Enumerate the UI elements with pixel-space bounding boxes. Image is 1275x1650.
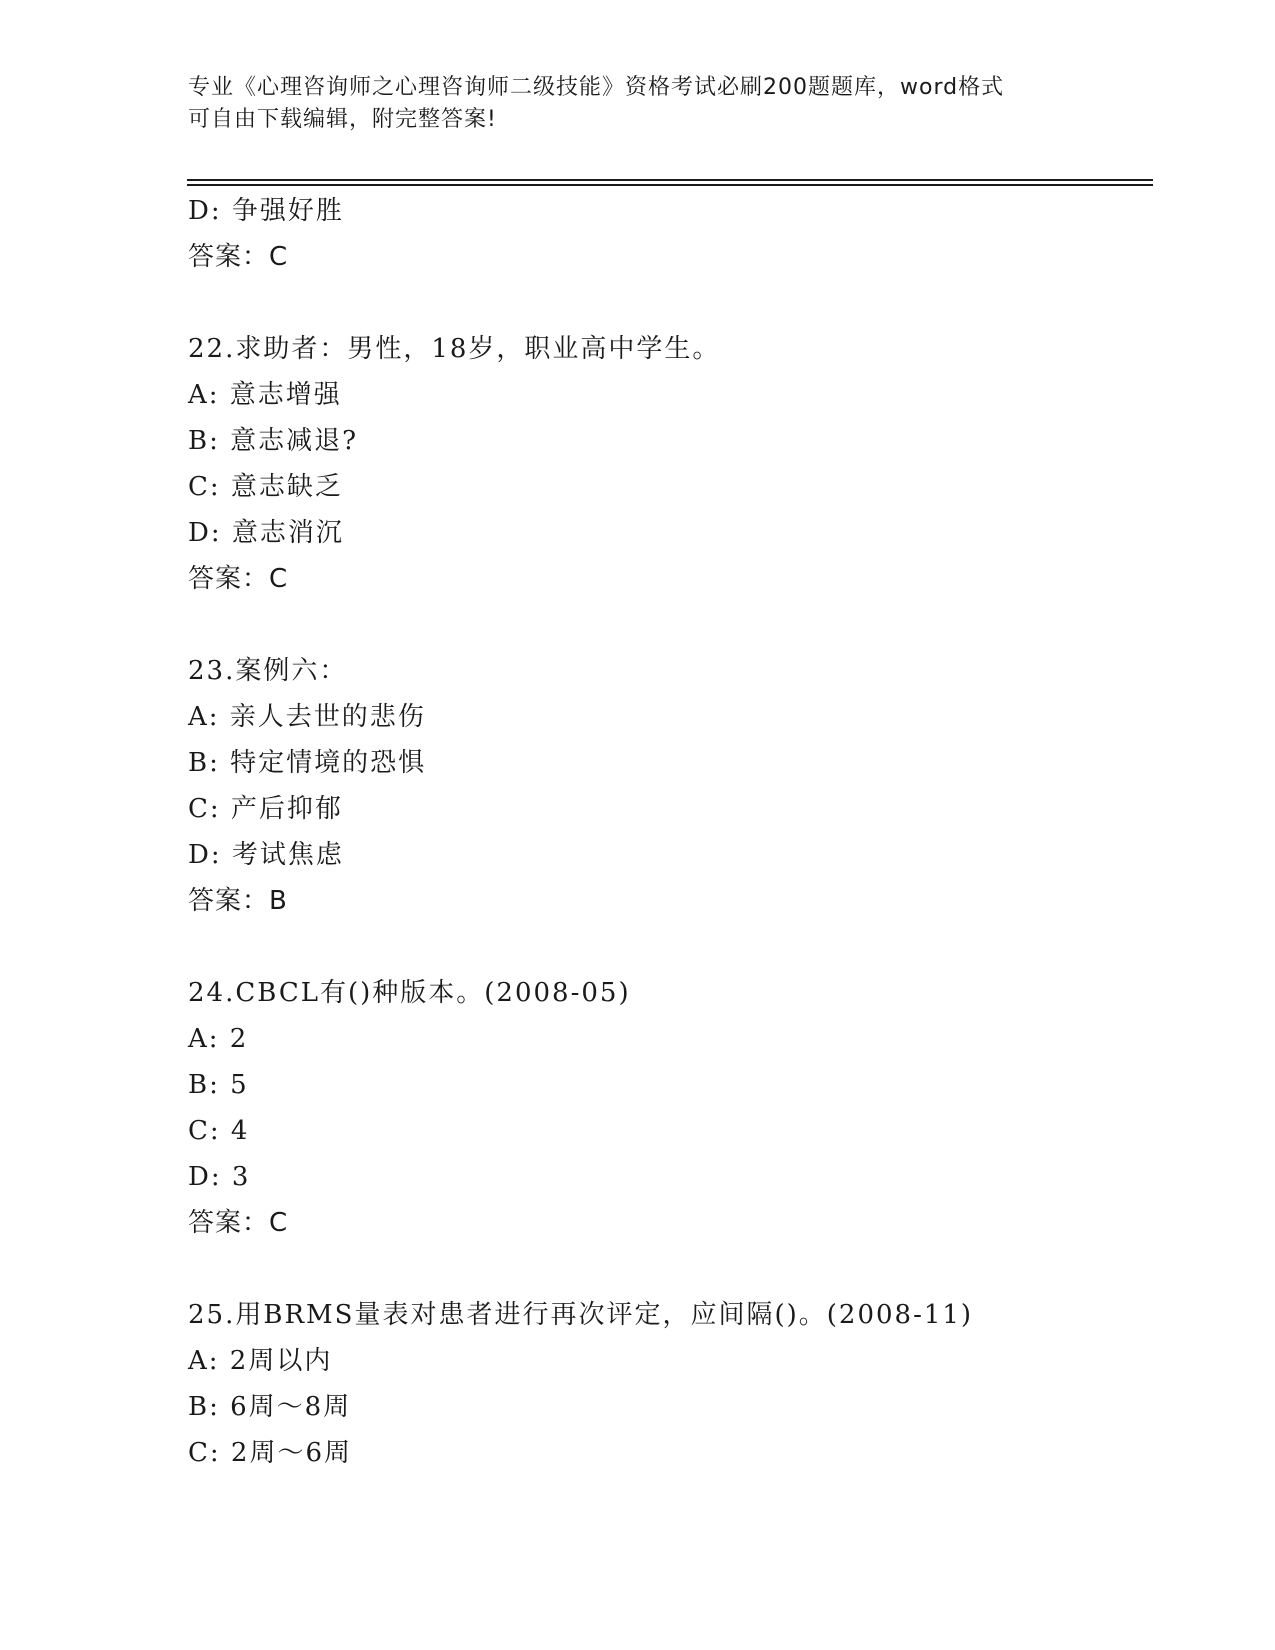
header-divider-bottom [187,184,1153,186]
question-stem: 23.案例六： [188,656,348,686]
header-line-2: 可自由下载编辑，附完整答案! [188,107,497,132]
option-c: C: 2周～6周 [188,1438,353,1468]
question-block-22 [188,326,1148,648]
question-stem: 24.CBCL有()种版本。(2008-05) [188,978,631,1008]
header-divider-top [187,179,1153,181]
question-block-25 [188,1292,1148,1476]
answer-line: 答案：B [188,886,288,916]
option-d: D: 争强好胜 [188,196,344,226]
option-c: C: 4 [188,1116,250,1146]
spacer [188,280,1148,326]
spacer [188,924,1148,970]
option-c: C: 意志缺乏 [188,472,343,502]
question-list [188,188,1148,1476]
question-stem: 25.用BRMS量表对患者进行再次评定，应间隔()。(2008-11) [188,1300,974,1330]
spacer [188,1246,1148,1292]
option-a: A: 意志增强 [188,380,342,410]
answer-line: 答案：C [188,242,289,272]
document-header [188,72,1088,136]
option-b: B: 6周～8周 [188,1392,352,1422]
option-d: D: 考试焦虑 [188,840,344,870]
option-b: B: 意志减退? [188,426,359,456]
answer-line: 答案：C [188,564,289,594]
option-a: A: 2周以内 [188,1346,333,1376]
option-c: C: 产后抑郁 [188,794,343,824]
question-stem: 22.求助者：男性，18岁，职业高中学生。 [188,334,721,364]
question-block-24 [188,970,1148,1292]
option-b: B: 特定情境的恐惧 [188,748,427,778]
header-line-1: 专业《心理咨询师之心理咨询师二级技能》资格考试必刷200题题库，word格式 [188,75,1005,100]
option-d: D: 意志消沉 [188,518,344,548]
question-block-23 [188,648,1148,970]
spacer [188,602,1148,648]
option-d: D: 3 [188,1162,251,1192]
answer-line: 答案：C [188,1208,289,1238]
option-a: A: 亲人去世的悲伤 [188,702,426,732]
option-b: B: 5 [188,1070,249,1100]
option-a: A: 2 [188,1024,249,1054]
